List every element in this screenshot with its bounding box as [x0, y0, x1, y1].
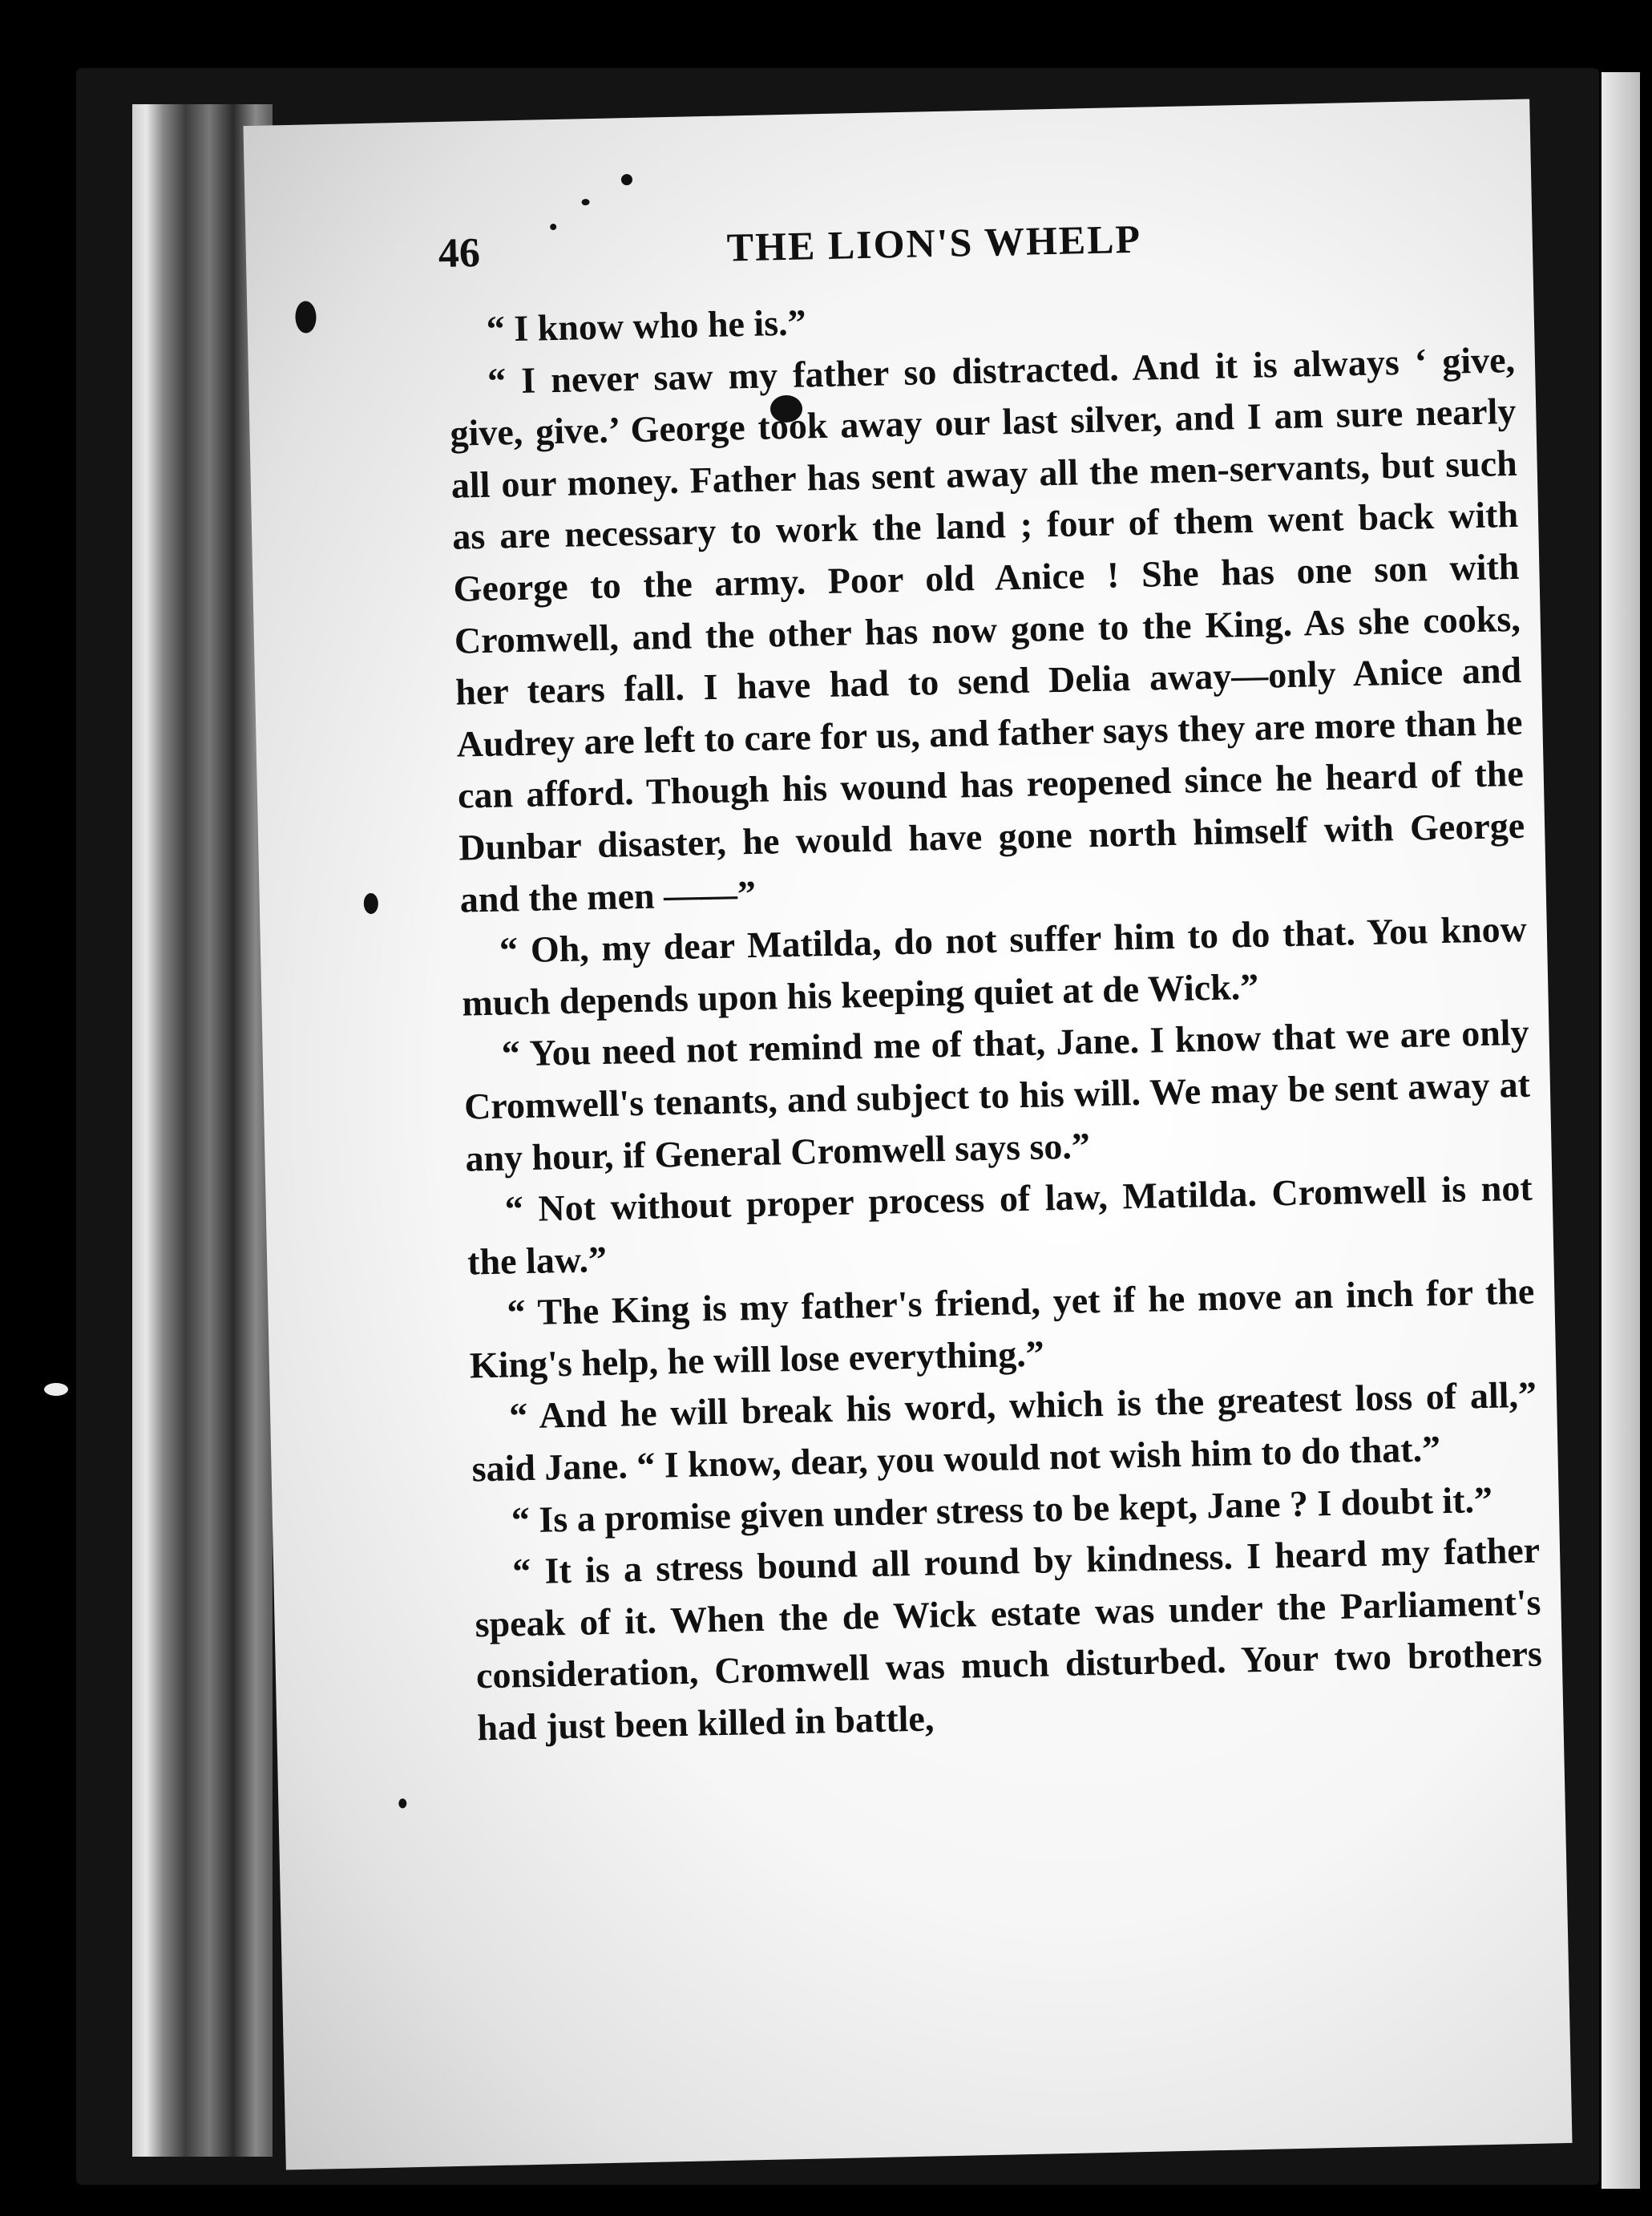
ink-spot — [581, 199, 589, 205]
page-number: 46 — [438, 229, 481, 277]
paragraph: “ Not without proper process of law, Matilda. Cromwell is not the law.” — [467, 1167, 1533, 1283]
paragraph: “ It is a stress bound all round by kindness. I heard my father speak of it. When the de Wick estate was under the Parliament's consideration, Cromwell was much disturbed. Your two brothers had just been killed in battle, — [475, 1529, 1543, 1749]
paragraph: “ I know who he is.” — [486, 301, 807, 350]
page-header — [438, 208, 1496, 294]
ink-spot — [621, 174, 632, 185]
paragraph: “ Oh, my dear Matilda, do not suffer him to do that. You know much depends upon his keeping quiet at de Wick.” — [461, 908, 1528, 1024]
ink-spot — [398, 1798, 406, 1808]
paragraph: “ Is a promise given under stress to be kept, Jane ? I doubt it.” — [511, 1478, 1493, 1541]
paragraph: “ And he will break his word, which is the greatest loss of all,” said Jane. “ I know, dear, you would not wish him to do that.” — [471, 1374, 1537, 1490]
paragraph: “ You need not remind me of that, Jane. I know that we are only Cromwell's tenants, and subject to his will. We may be sent away at any hour, if General Cromwell says so.” — [463, 1012, 1531, 1179]
paragraph: “ I never saw my father so distracted. And it is always ‘ give, give, give.’ George took away our last silver, and I am sure nearly all our money. Father has sent away all the men-servants, but such as are necessary to work the land ; four of them went back with George to the army. Poor old Anice ! She has one son with Cromwell, and the other has now gone to the King. As she cooks, her tears fall. I have had to send Delia away—only Anice and Audrey are left to care for us, and father says they are more than he can afford. Though his wound has reopened since he heard of the Dunbar disaster, he would have gone north himself with George and the men ——” — [450, 338, 1525, 920]
running-title: THE LION'S WHELP — [726, 216, 1142, 270]
body-text — [447, 282, 1544, 1754]
ink-spot — [364, 893, 379, 914]
book-page — [243, 99, 1572, 2169]
facing-page-edge — [1602, 72, 1640, 2189]
ink-spot — [295, 301, 317, 334]
ink-spot — [44, 1383, 68, 1396]
paragraph: “ The King is my father's friend, yet if he move an inch for the King's help, he will lose everything.” — [469, 1270, 1535, 1386]
